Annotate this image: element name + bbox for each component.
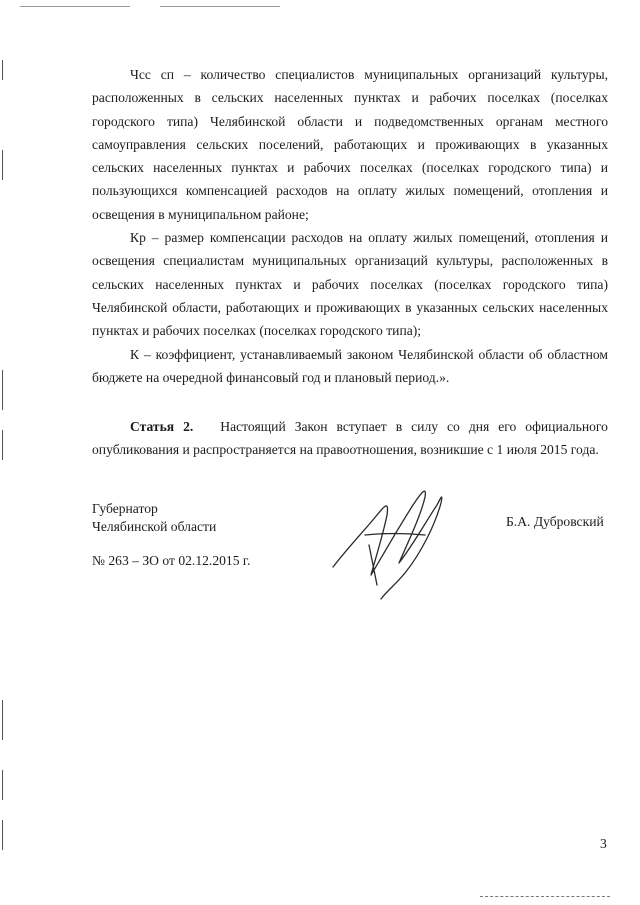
scan-artifact	[480, 896, 610, 899]
handwritten-signature	[325, 475, 455, 605]
article-label: Статья 2.	[130, 419, 194, 434]
article-text: Настоящий Закон вступает в силу со дня его официального опубликования и распространяется на правоотношения, возникшие с 1 июля 2015 года.	[92, 419, 608, 458]
governor-position-line1: Губернатор	[92, 501, 158, 516]
paragraph-kr: Кр – размер компенсации расходов на оплату жилых помещений, отопления и освещения специалистам муниципальных организаций культуры, расположенных в сельских населенных пунктах и рабочих поселках (поселках городского типа) Челябинской области, работающих и проживающих в указанных сельских населенных пунктах и рабочих поселках (поселках городского типа);	[92, 230, 608, 339]
scan-line	[160, 6, 280, 7]
scan-line	[20, 6, 130, 7]
paragraph-k: К – коэффициент, устанавливаемый законом Челябинской области об областном бюджете на очередной финансовый год и плановый период.».	[92, 346, 608, 385]
law-number: № 263 – ЗО от 02.12.2015 г.	[92, 553, 251, 568]
page-number: 3	[600, 836, 607, 851]
scan-edge-mark	[2, 430, 3, 460]
scan-edge-mark	[2, 60, 3, 80]
governor-name: Б.А. Дубровский	[506, 514, 604, 529]
scan-edge-mark	[2, 150, 3, 180]
governor-position-line2: Челябинской области	[92, 519, 217, 534]
body-text	[92, 63, 608, 389]
scan-edge-mark	[2, 700, 3, 740]
paragraph-chss-sp: Чсс сп – количество специалистов муниципальных организаций культуры, расположенных в сельских населенных пунктах и рабочих поселках (поселках городского типа) Челябинской области и подведомственных органам местного самоуправления сельских поселений, работающих и проживающих в указанных сельских населенных пунктах и рабочих поселках (поселках городского типа) и пользующихся компенсацией расходов на оплату жилых помещений, отопления и освещения в муниципальном районе;	[92, 67, 608, 222]
governor-title	[92, 500, 216, 536]
scan-edge-mark	[2, 820, 3, 850]
scan-edge-mark	[2, 770, 3, 800]
article-2	[92, 415, 608, 462]
scan-edge-mark	[2, 370, 3, 410]
